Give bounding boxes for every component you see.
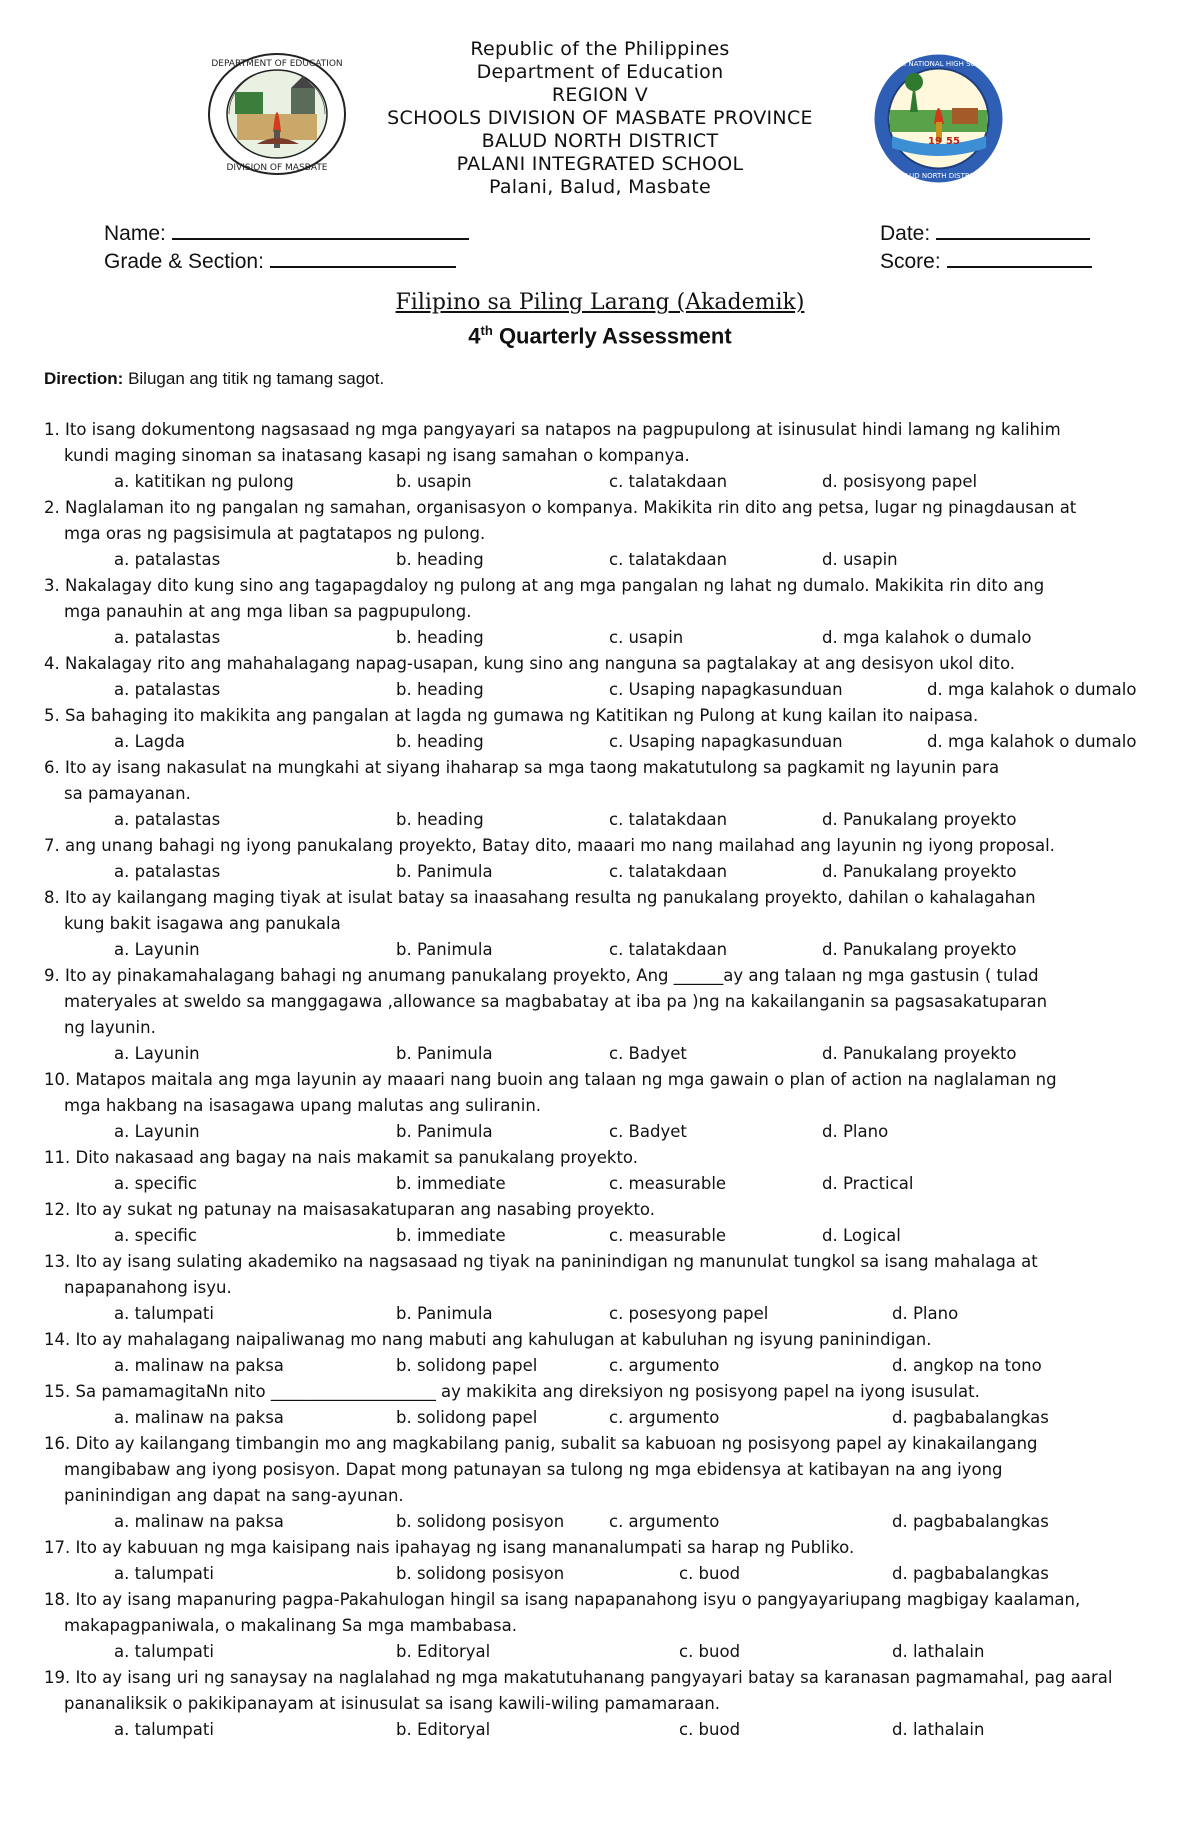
question-text: Ito ay sukat ng patunay na maisasakatuparan ang nasabing proyekto. <box>75 1200 655 1219</box>
score-blank[interactable] <box>947 246 1092 268</box>
quarter-number: 4 <box>468 323 481 349</box>
choice-c[interactable]: c. Usaping napagkasunduan <box>609 680 843 699</box>
question-item <box>44 495 1164 573</box>
choice-b[interactable]: b. Panimula <box>396 1044 493 1063</box>
choice-b[interactable]: b. immediate <box>396 1174 506 1193</box>
choice-c[interactable]: c. buod <box>679 1642 741 1661</box>
choice-b[interactable]: b. solidong posisyon <box>396 1564 565 1583</box>
question-text-continued: ng layunin. <box>64 1018 156 1037</box>
question-item <box>44 1197 1164 1249</box>
question-item <box>44 1379 1164 1431</box>
choice-a[interactable]: a. Layunin <box>114 1044 200 1063</box>
name-blank[interactable] <box>172 218 469 240</box>
letterhead-line: PALANI INTEGRATED SCHOOL <box>456 153 744 175</box>
question-stem <box>44 495 1164 521</box>
question-text: Nakalagay rito ang mahahalagang napag-usapan, kung sino ang nanguna sa pagtalakay at ang desisyon ukol dito. <box>65 654 1016 673</box>
question-stem <box>44 1665 1164 1691</box>
choice-c[interactable]: c. talatakdaan <box>609 472 728 491</box>
question-stem <box>44 1327 1164 1353</box>
question-item <box>44 573 1164 651</box>
choice-d[interactable]: d. Plano <box>822 1122 889 1141</box>
question-number: 12. <box>44 1200 71 1219</box>
choice-d[interactable]: d. mga kalahok o dumalo <box>822 628 1032 647</box>
question-number: 4. <box>44 654 60 673</box>
answer-choices <box>44 469 1164 495</box>
question-stem <box>44 833 1164 859</box>
question-stem <box>44 651 1164 677</box>
question-number: 8. <box>44 888 60 907</box>
direction-label: Direction: <box>44 369 124 388</box>
choice-b[interactable]: b. solidong posisyon <box>396 1512 565 1531</box>
question-number: 3. <box>44 576 60 595</box>
question-stem <box>44 573 1164 599</box>
choice-a[interactable]: a. Layunin <box>114 1122 200 1141</box>
choice-d[interactable]: d. lathalain <box>892 1720 985 1739</box>
score-label: Score: <box>880 250 941 273</box>
choice-c[interactable]: c. argumento <box>609 1408 720 1427</box>
choice-a[interactable]: a. talumpati <box>114 1304 214 1323</box>
left-seal-bottom-text: DIVISION OF MASBATE <box>226 163 328 173</box>
answer-choices <box>44 1301 1164 1327</box>
question-number: 14. <box>44 1330 71 1349</box>
question-text: Ito ay isang uri ng sanaysay na naglalahad ng mga makatutuhanang pangyayari batay sa karanasan pagmamahal, pag aaral <box>75 1668 1113 1687</box>
question-number: 9. <box>44 966 60 985</box>
question-number: 10. <box>44 1070 71 1089</box>
question-text-continued: makapagpaniwala, o makalinang Sa mga mambabasa. <box>64 1616 517 1635</box>
choice-b[interactable]: b. Panimula <box>396 1304 493 1323</box>
choice-c[interactable]: c. posesyong papel <box>609 1304 769 1323</box>
question-stem <box>44 417 1164 443</box>
choice-b[interactable]: b. Editoryal <box>396 1720 491 1739</box>
choice-c[interactable]: c. buod <box>679 1720 741 1739</box>
question-text: Ito ay isang nakasulat na mungkahi at siyang ihaharap sa mga taong makatutulong sa pagkamit ng layunin para <box>65 758 1000 777</box>
answer-choices <box>44 677 1164 703</box>
choice-b[interactable]: b. heading <box>396 680 484 699</box>
choice-d[interactable]: d. Plano <box>892 1304 959 1323</box>
question-stem <box>44 885 1164 911</box>
question-number: 6. <box>44 758 60 777</box>
question-text: Ito isang dokumentong nagsasaad ng mga pangyayari sa natapos na pagpupulong at isinusulat hindi lamang ng kalihim <box>65 420 1061 439</box>
question-text: Ito ay isang sulating akademiko na nagsasaad ng tiyak na paninindigan ng manunulat tungkol sa isang mahalaga at <box>75 1252 1038 1271</box>
subject-title: Filipino sa Piling Larang (Akademik) <box>395 290 805 315</box>
question-number: 15. <box>44 1382 71 1401</box>
question-text-continued: kundi maging sinoman sa inatasang kasapi ng isang samahan o kompanya. <box>64 446 690 465</box>
question-text: Dito nakasaad ang bagay na nais makamit sa panukalang proyekto. <box>75 1148 638 1167</box>
question-stem <box>44 1535 1164 1561</box>
answer-choices <box>44 807 1164 833</box>
choice-c[interactable]: c. talatakdaan <box>609 550 728 569</box>
choice-b[interactable]: b. Panimula <box>396 862 493 881</box>
question-stem <box>44 1431 1164 1457</box>
choice-a[interactable]: a. talumpati <box>114 1642 214 1661</box>
choice-d[interactable]: d. pagbabalangkas <box>892 1512 1049 1531</box>
question-text-continued: paninindigan ang dapat na sang-ayunan. <box>64 1486 404 1505</box>
question-stem <box>44 1197 1164 1223</box>
question-stem <box>44 755 1164 781</box>
choice-d[interactable]: d. posisyong papel <box>822 472 978 491</box>
question-item <box>44 1067 1164 1145</box>
question-stem <box>44 1145 1164 1171</box>
question-text: Ito ay kabuuan ng mga kaisipang nais ipahayag ng isang mananalumpati sa harap ng Publiko. <box>75 1538 855 1557</box>
answer-choices <box>44 1405 1164 1431</box>
question-text-continued: kung bakit isagawa ang panukala <box>64 914 341 933</box>
question-number: 13. <box>44 1252 71 1271</box>
question-item <box>44 1145 1164 1197</box>
choice-a[interactable]: a. malinaw na paksa <box>114 1408 284 1427</box>
question-text-continued: materyales at sweldo sa manggagawa ,allowance sa magbabatay at iba pa )ng na kakailanganin sa pagsasakatuparan <box>64 992 1048 1011</box>
choice-c[interactable]: c. talatakdaan <box>609 940 728 959</box>
answer-choices <box>44 1223 1164 1249</box>
answer-choices <box>44 1171 1164 1197</box>
question-text: Dito ay kailangang timbangin mo ang magkabilang panig, subalit sa kabuoan ng posisyong papel ay kinakailangang <box>75 1434 1038 1453</box>
choice-d[interactable]: d. pagbabalangkas <box>892 1564 1049 1583</box>
question-item <box>44 1431 1164 1535</box>
question-text-continued: napapanahong isyu. <box>64 1278 232 1297</box>
question-item <box>44 1587 1164 1665</box>
question-stem <box>44 703 1164 729</box>
choice-a[interactable]: a. patalastas <box>114 862 221 881</box>
question-number: 16. <box>44 1434 71 1453</box>
choice-d[interactable]: d. mga kalahok o dumalo <box>927 732 1137 751</box>
choice-b[interactable]: b. heading <box>396 628 484 647</box>
question-text-continued: mga hakbang na isasagawa upang malutas ang suliranin. <box>64 1096 542 1115</box>
choice-b[interactable]: b. Panimula <box>396 940 493 959</box>
choice-a[interactable]: a. malinaw na paksa <box>114 1356 284 1375</box>
question-number: 18. <box>44 1590 71 1609</box>
choice-d[interactable]: d. lathalain <box>892 1642 985 1661</box>
letterhead-line: SCHOOLS DIVISION OF MASBATE PROVINCE <box>387 107 813 129</box>
date-blank[interactable] <box>936 218 1090 240</box>
choice-a[interactable]: a. patalastas <box>114 628 221 647</box>
choice-d[interactable]: d. angkop na tono <box>892 1356 1042 1375</box>
choice-a[interactable]: a. patalastas <box>114 810 221 829</box>
choice-a[interactable]: a. talumpati <box>114 1720 214 1739</box>
question-text-continued: mangibabaw ang iyong posisyon. Dapat mong patunayan sa tulong ng mga ebidensya at katibayan na ang iyong <box>64 1460 1003 1479</box>
letterhead-line: REGION V <box>551 84 649 106</box>
choice-c[interactable]: c. Badyet <box>609 1122 687 1141</box>
date-field[interactable] <box>880 218 1090 246</box>
question-number: 19. <box>44 1668 71 1687</box>
question-number: 2. <box>44 498 60 517</box>
question-text: ang unang bahagi ng iyong panukalang proyekto, Batay dito, maaari mo nang mailahad ang layunin ng iyong proposal. <box>65 836 1055 855</box>
left-seal-top-text: DEPARTMENT OF EDUCATION <box>211 59 343 69</box>
question-text: Sa pamamagitaNn nito ____________________ ay makikita ang direksiyon ng posisyong papel na iyong isusulat. <box>75 1382 980 1401</box>
answer-choices <box>44 547 1164 573</box>
question-text: Ito ay isang mapanuring pagpa-Pakahulogan hingil sa isang napapanahong isyu o pangyayariupang magbigay kaalaman, <box>75 1590 1081 1609</box>
choice-a[interactable]: a. patalastas <box>114 680 221 699</box>
question-list <box>44 417 1164 1743</box>
score-field[interactable] <box>880 246 1092 274</box>
choice-d[interactable]: d. Panukalang proyekto <box>822 940 1017 959</box>
choice-b[interactable]: b. Editoryal <box>396 1642 491 1661</box>
choice-d[interactable]: d. pagbabalangkas <box>892 1408 1049 1427</box>
question-item <box>44 1249 1164 1327</box>
choice-c[interactable]: c. Usaping napagkasunduan <box>609 732 843 751</box>
choice-b[interactable]: b. usapin <box>396 472 472 491</box>
question-text: Ito ay kailangang maging tiyak at isulat batay sa inaasahang resulta ng panukalang proyekto, dahilan o kahalagahan <box>65 888 1036 907</box>
choice-b[interactable]: b. heading <box>396 550 484 569</box>
date-label: Date: <box>880 222 931 245</box>
choice-c[interactable]: c. talatakdaan <box>609 810 728 829</box>
choice-c[interactable]: c. usapin <box>609 628 684 647</box>
question-item <box>44 963 1164 1067</box>
answer-choices <box>44 1509 1164 1535</box>
direction <box>44 369 384 389</box>
answer-choices <box>44 937 1164 963</box>
grade-section-label: Grade & Section: <box>104 250 264 273</box>
letterhead-line: Department of Education <box>476 61 724 83</box>
choice-d[interactable]: d. Practical <box>822 1174 914 1193</box>
question-text-continued: mga oras ng pagsisimula at pagtatapos ng pulong. <box>64 524 486 543</box>
choice-d[interactable]: d. Panukalang proyekto <box>822 1044 1017 1063</box>
quarter-text: Quarterly Assessment <box>492 323 732 349</box>
question-text-continued: pananaliksik o pakikipanayam at isinusulat sa isang kawili-wiling pamamaraan. <box>64 1694 721 1713</box>
choice-b[interactable]: b. immediate <box>396 1226 506 1245</box>
question-number: 7. <box>44 836 60 855</box>
answer-choices <box>44 1119 1164 1145</box>
question-stem <box>44 1379 1164 1405</box>
right-seal-top-text: PALANI NATIONAL HIGH SCHOOL <box>881 60 996 68</box>
answer-choices <box>44 859 1164 885</box>
seal-year-left: 19 <box>928 136 942 147</box>
choice-a[interactable]: a. specific <box>114 1174 197 1193</box>
answer-choices <box>44 1639 1164 1665</box>
letterhead <box>0 38 1200 199</box>
question-stem <box>44 963 1164 989</box>
seal-year-right: 55 <box>946 136 960 147</box>
question-item <box>44 703 1164 755</box>
question-stem <box>44 1587 1164 1613</box>
question-text: Sa bahaging ito makikita ang pangalan at lagda ng gumawa ng Katitikan ng Pulong at kung kailan ito naipasa. <box>65 706 979 725</box>
question-item <box>44 1535 1164 1587</box>
name-field[interactable] <box>104 218 469 246</box>
choice-d[interactable]: d. mga kalahok o dumalo <box>927 680 1137 699</box>
choice-a[interactable]: a. Lagda <box>114 732 185 751</box>
right-seal-bottom-text: BALUD NORTH DISTRICT <box>895 172 982 180</box>
grade-section-field[interactable] <box>104 246 456 274</box>
quarter-title <box>0 323 1200 349</box>
question-item <box>44 1665 1164 1743</box>
choice-c[interactable]: c. talatakdaan <box>609 862 728 881</box>
answer-choices <box>44 1041 1164 1067</box>
choice-b[interactable]: b. heading <box>396 732 484 751</box>
choice-a[interactable]: a. patalastas <box>114 550 221 569</box>
question-item <box>44 417 1164 495</box>
question-number: 5. <box>44 706 60 725</box>
choice-c[interactable]: c. argumento <box>609 1356 720 1375</box>
question-number: 17. <box>44 1538 71 1557</box>
question-number: 11. <box>44 1148 71 1167</box>
letterhead-line: Republic of the Philippines <box>470 38 730 60</box>
choice-a[interactable]: a. talumpati <box>114 1564 214 1583</box>
choice-d[interactable]: d. usapin <box>822 550 898 569</box>
direction-text: Bilugan ang titik ng tamang sagot. <box>123 369 385 388</box>
choice-d[interactable]: d. Logical <box>822 1226 901 1245</box>
choice-a[interactable]: a. katitikan ng pulong <box>114 472 294 491</box>
choice-a[interactable]: a. malinaw na paksa <box>114 1512 284 1531</box>
choice-b[interactable]: b. Panimula <box>396 1122 493 1141</box>
question-text: Nakalagay dito kung sino ang tagapagdaloy ng pulong at ang mga pangalan ng lahat ng dumalo. Makikita rin dito ang <box>65 576 1045 595</box>
question-stem <box>44 1067 1164 1093</box>
choice-d[interactable]: d. Panukalang proyekto <box>822 862 1017 881</box>
answer-choices <box>44 729 1164 755</box>
answer-choices <box>44 1353 1164 1379</box>
question-text-continued: sa pamayanan. <box>64 784 191 803</box>
question-item <box>44 651 1164 703</box>
question-text: Ito ay mahalagang naipaliwanag mo nang mabuti ang kahulugan at kabuluhan ng isyung paninindigan. <box>75 1330 932 1349</box>
question-text: Ito ay pinakamahalagang bahagi ng anumang panukalang proyekto, Ang ______ay ang talaan ng mga gastusin ( tulad <box>65 966 1039 985</box>
choice-a[interactable]: a. Layunin <box>114 940 200 959</box>
choice-a[interactable]: a. specific <box>114 1226 197 1245</box>
answer-choices <box>44 1717 1164 1743</box>
letterhead-line: Palani, Balud, Masbate <box>488 176 712 198</box>
choice-b[interactable]: b. heading <box>396 810 484 829</box>
choice-c[interactable]: c. argumento <box>609 1512 720 1531</box>
question-item <box>44 833 1164 885</box>
choice-c[interactable]: c. buod <box>679 1564 741 1583</box>
answer-choices <box>44 1561 1164 1587</box>
choice-b[interactable]: b. solidong papel <box>396 1356 538 1375</box>
choice-c[interactable]: c. Badyet <box>609 1044 687 1063</box>
choice-c[interactable]: c. measurable <box>609 1174 727 1193</box>
question-text: Naglalaman ito ng pangalan ng samahan, organisasyon o kompanya. Makikita rin dito ang petsa, lugar ng pinagdausan at <box>65 498 1077 517</box>
question-text-continued: mga panauhin at ang mga liban sa pagpupulong. <box>64 602 472 621</box>
grade-section-blank[interactable] <box>270 246 456 268</box>
quarter-suffix: th <box>480 323 493 338</box>
question-item <box>44 885 1164 963</box>
choice-d[interactable]: d. Panukalang proyekto <box>822 810 1017 829</box>
choice-b[interactable]: b. solidong papel <box>396 1408 538 1427</box>
question-item <box>44 755 1164 833</box>
answer-choices <box>44 625 1164 651</box>
letterhead-line: BALUD NORTH DISTRICT <box>481 130 719 152</box>
question-text: Matapos maitala ang mga layunin ay maaari nang buoin ang talaan ng mga gawain o plan of action na naglalaman ng <box>75 1070 1057 1089</box>
question-item <box>44 1327 1164 1379</box>
name-label: Name: <box>104 222 166 245</box>
choice-c[interactable]: c. measurable <box>609 1226 727 1245</box>
question-stem <box>44 1249 1164 1275</box>
question-number: 1. <box>44 420 60 439</box>
